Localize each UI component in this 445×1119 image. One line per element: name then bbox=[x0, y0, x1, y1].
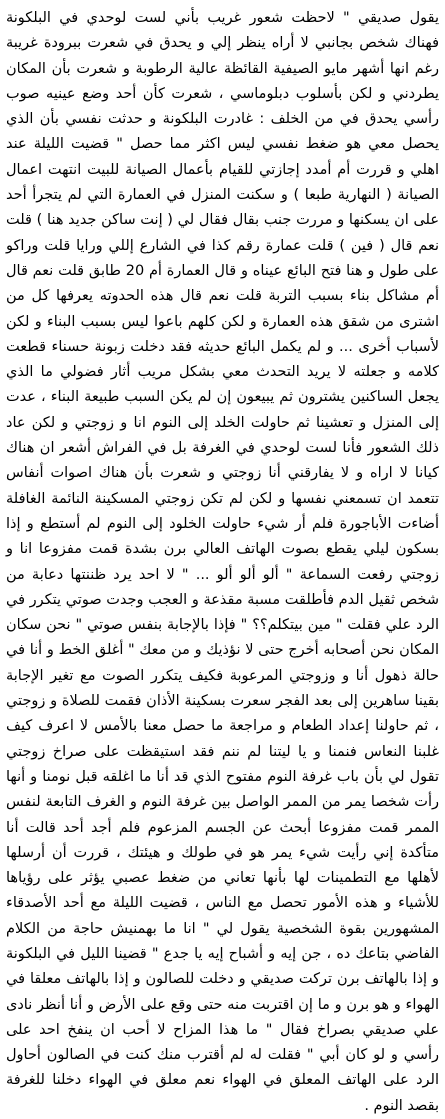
story-paragraph: يقول صديقي " لاحظت شعور غريب بأني لست لوحدي في البلكونة فهناك شخص بجانبي لا أراه ينظر إلي و يحدق في شعرت ببرودة غريبة رغم انها أشهر مايو الصيفية القائظة عالية الرطوبة و شعرت بأن المكان يطردني و لكن بأسلوب دبلوماسي ، شعرت كأن أحد وضع عينيه صوب رأسي يحدق في من الخلف : غادرت البلكونة و حدثت نفسي بأن الذي يحصل معي هو ضغط نفسي ليس اكثر مما حصل " قضيت الليلة عند اهلي و قررت أم أمدد إجازتي للقيام بأعمال الصيانة للبيت انتهت اعمال الصيانة ( النهارية طبعا ) و سكنت المنزل في العمارة التي لم يتجرأ أحد على ان يسكنها و مررت جنب بقال فقال لي ( إنت ساكن جديد هنا ) قلت نعم قال ( فين ) قلت عمارة رقم كذا في الشارع إللي ورايا قلت وراكو على طول و هنا فتح البائع عيناه و قال العمارة أم 20 طابق قلت نعم قال أم مشاكل بناء بسبب التربة قلت نعم قال هذه الحدوته يعرفها كل من اشترى من شقق هذه العمارة و لكن كلهم باعوا ليس بسبب البناء و لكن لأسباب أخرى ... و لم يكمل البائع حديثه فقد دخلت زبونة حسناء قطعت كلامه و جعلته لا يريد التحدث معي بشكل مريب أثار فضولي ما الذي يجعل الساكنين يشترون ثم يبيعون إن لم يكن السبب طبيعة البناء ، عدت إلى المنزل و تعشينا ثم حاولت الخلد إلى النوم انا و زوجتي و لكن عاد ذلك الشعور فأنا لست لوحدي في الغرفة بل في الفراش أشعر ان هناك كيانا لا اراه و لا يفارقني أنا زوجتي و شعرت بأن هناك اصوات أنفاس تتعمد ان تسمعني نفسها و لكن لم تكن زوجتي المسكينة النائمة الغافلة أضاءت الأباجورة فلم أر شيء حاولت الخلود إلى النوم لم أستطع و إذا بسكون ليلي يقطع بصوت الهاتف العالي برن بشدة قمت مفزوعا انا و زوجتي رفعت السماعة " ألو ألو ألو ... " لا احد يرد ظننتها دعابة من شخص ثقيل الدم فأطلقت مسبة مقذعة و العجب وجدت صوتي يتكرر في الرد علي فقلت " مين بيتكلم؟؟ " فإذا بالإجابة بنفس صوتي " نحن سكان المكان نحن أصحابه أخرج حتى لا نؤذيك و من معك " أغلق الخط و أنا في حالة ذهول أنا و وزوجتي المرعوبة فكيف يتكرر الصوت مع تغير الإجابة بقينا ساهرين إلى بعد الفجر سعرت بسكينة الأذان فقمت للصلاة و زوجتي ، ثم حاولنا إعداد الطعام و مراجعة ما حصل معنا بالأمس لا اعرف كيف غلبنا النعاس فنمنا و يا ليتنا لم ننم فقد استيقظت على صراخ زوجتي تقول لي بأن باب غرفة النوم مفتوح الذي قد أنا ما اغلقه قبل نومنا و أنها رأت شخصا يمر من الممر الواصل بين غرفة النوم و الغرف التابعة لنفس الممر قمت مفزوعا أبحث عن الجسم المزعوم فلم أجد أحد قالت أنا متأكدة إني رأيت شيء يمر هو في طولك و هيئتك ، قررت أن أرسلها لأهلها مع التطمينات لها بأنها تعاني من ضغط عصبي يؤثر على رؤياها للأشياء و هذه الأمور تحصل مع الناس ، قضيت الليلة مع أحد الأصدقاء المشهورين بقوة الشخصية يقول لي " انا ما بهمنيش حاجة من الكلام الفاضي بتاعك ده ، جن إيه و أشباح إيه يا جدع " قضينا الليل في البلكونة و إذا بالهاتف برن تركت صديقي و دخلت للصالون و إذا بالهاتف معلقا في الهواء و هو برن و ما إن اقتربت منه حتى وقع على الأرض و أنا أنظر نادى علي صديقي بصراخ فقال " ما هذا المزاح لا أحب ان ينفخ احد على رأسي و لو كان أبي " فقلت له لم أقترب منك كنت في الصالون أحاول الرد على الهاتف المعلق في الهواء نعم معلق في الهواء دخلنا للغرفة بقصد النوم . bbox=[6, 10, 440, 1114]
